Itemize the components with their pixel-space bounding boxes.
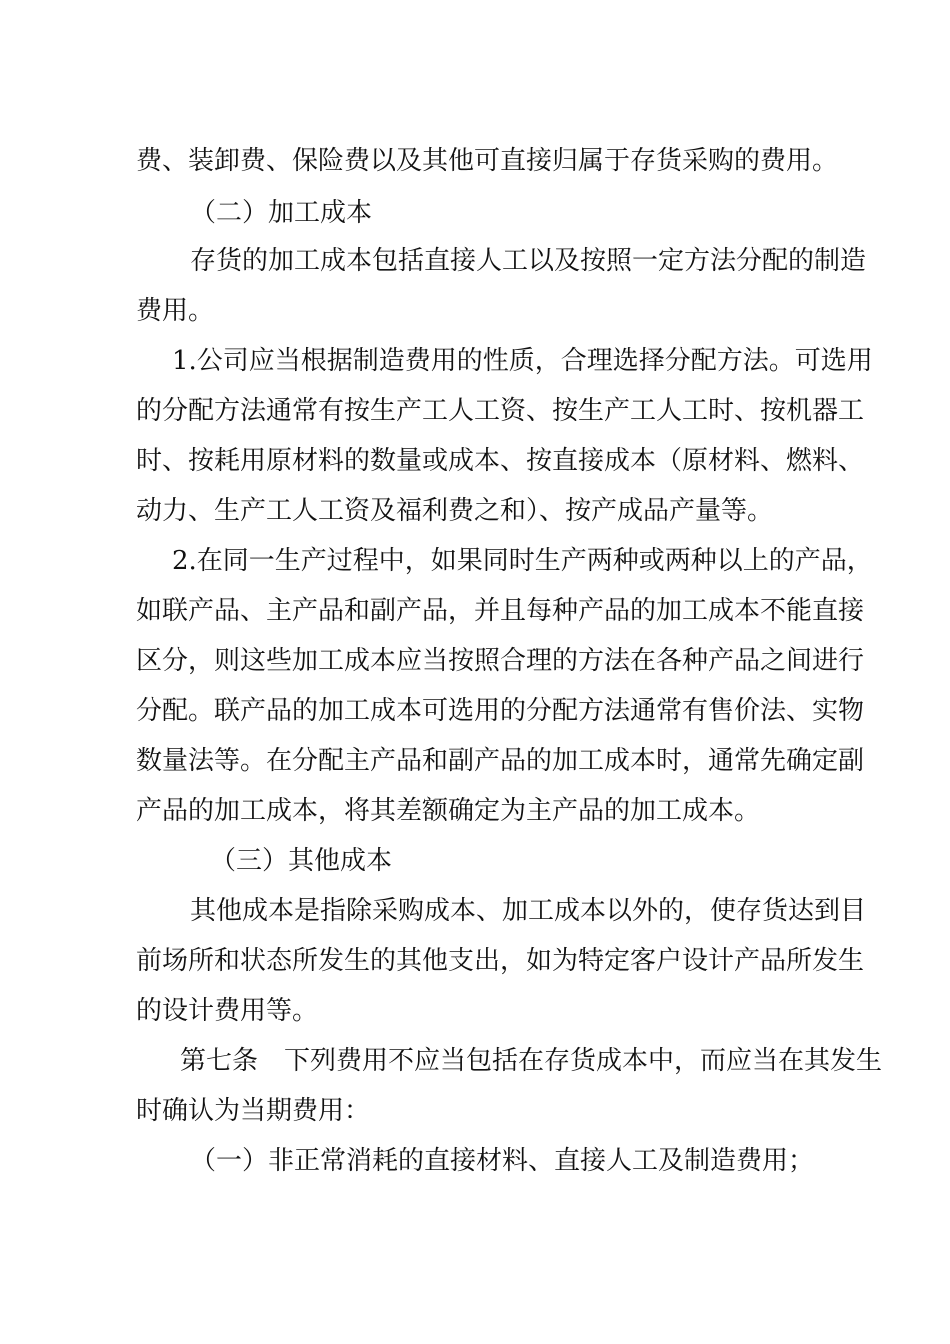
paragraph-line: 时、按耗用原材料的数量或成本、按直接成本（原材料、燃料、 (136, 446, 865, 476)
paragraph-line: 如联产品、主产品和副产品，并且每种产品的加工成本不能直接 (136, 596, 865, 626)
paragraph-line: 费用。 (136, 296, 215, 326)
paragraph-line: 的设计费用等。 (136, 996, 319, 1026)
section-heading-processing-cost: （二）加工成本 (190, 198, 373, 228)
article-heading-line: 第七条 下列费用不应当包括在存货成本中，而应当在其发生 (180, 1046, 883, 1076)
paragraph-line: 区分，则这些加工成本应当按照合理的方法在各种产品之间进行 (136, 646, 865, 676)
list-item-line: （一）非正常消耗的直接材料、直接人工及制造费用； (190, 1146, 815, 1176)
paragraph-line: 数量法等。在分配主产品和副产品的加工成本时，通常先确定副 (136, 746, 865, 776)
paragraph-line: 分配。联产品的加工成本可选用的分配方法通常有售价法、实物 (136, 696, 865, 726)
list-item-line: 2.在同一生产过程中，如果同时生产两种或两种以上的产品， (172, 546, 873, 576)
paragraph-line: 其他成本是指除采购成本、加工成本以外的，使存货达到目 (190, 896, 867, 926)
list-item-line: 1.公司应当根据制造费用的性质，合理选择分配方法。可选用 (172, 346, 873, 376)
paragraph-line: 的分配方法通常有按生产工人工资、按生产工人工时、按机器工 (136, 396, 865, 426)
section-heading-other-cost: （三）其他成本 (210, 846, 393, 876)
paragraph-line: 动力、生产工人工资及福利费之和）、按产成品产量等。 (136, 496, 774, 526)
paragraph-line: 前场所和状态所发生的其他支出，如为特定客户设计产品所发生 (136, 946, 865, 976)
paragraph-line: 费、装卸费、保险费以及其他可直接归属于存货采购的费用。 (136, 146, 839, 176)
paragraph-line: 时确认为当期费用： (136, 1096, 371, 1126)
paragraph-line: 产品的加工成本，将其差额确定为主产品的加工成本。 (136, 796, 761, 826)
paragraph-line: 存货的加工成本包括直接人工以及按照一定方法分配的制造 (190, 246, 867, 276)
